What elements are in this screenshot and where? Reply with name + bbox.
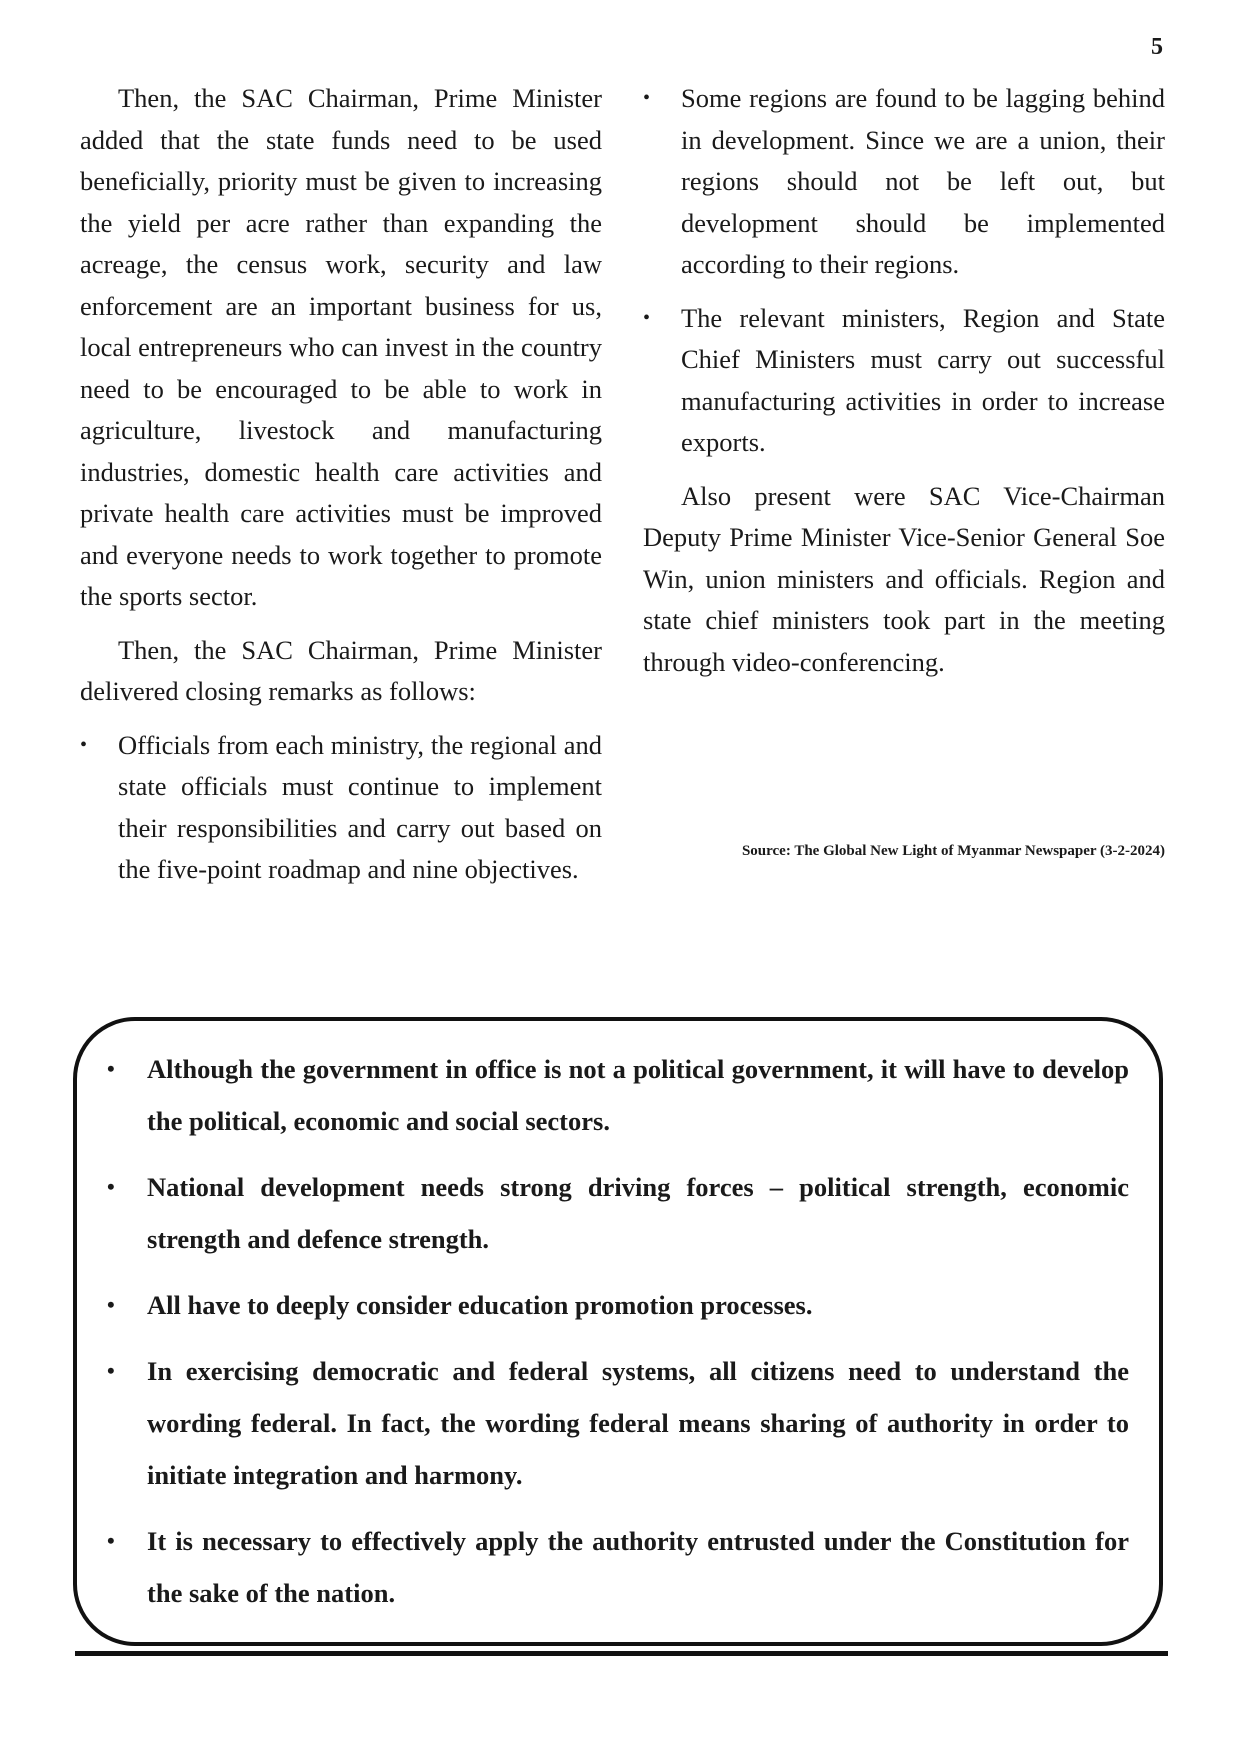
bullet-icon: • (107, 1292, 115, 1317)
bullet-list (643, 78, 1165, 464)
left-column (80, 78, 602, 903)
highlight-item (107, 1043, 1129, 1147)
bullet-icon: • (643, 306, 651, 329)
list-item-text: The relevant ministers, Region and State Chief Ministers must carry out successful manufacturing activities in order to increase exports. (681, 302, 1165, 457)
highlight-item-text: All have to deeply consider education promotion processes. (147, 1290, 813, 1320)
bottom-rule (75, 1651, 1168, 1656)
bullet-list (80, 725, 602, 891)
page-number: 5 (1151, 34, 1163, 60)
bullet-icon: • (643, 87, 651, 109)
bullet-icon: • (80, 733, 88, 756)
list-item (643, 298, 1165, 464)
highlight-item-text: Although the government in office is not a political government, it will have to develop the political, economic and social sectors. (147, 1054, 1129, 1136)
bullet-icon: • (107, 1358, 115, 1383)
bullet-icon: • (107, 1056, 115, 1081)
highlight-item-text: It is necessary to effectively apply the authority entrusted under the Constitution for the sake of the nation. (147, 1526, 1129, 1608)
list-item (643, 78, 1165, 286)
highlight-item-text: National development needs strong driving forces – political strength, economic strength and defence strength. (147, 1172, 1129, 1254)
highlight-item (107, 1515, 1129, 1619)
highlight-item (107, 1345, 1129, 1501)
highlight-item-text: In exercising democratic and federal systems, all citizens need to understand the wording federal. In fact, the wording federal means sharing of authority in order to initiate integration and harmony. (147, 1356, 1129, 1490)
highlight-box (73, 1017, 1163, 1646)
bullet-icon: • (107, 1174, 115, 1199)
paragraph: Also present were SAC Vice-Chairman Deputy Prime Minister Vice-Senior General Soe Win, union ministers and officials. Region and state chief ministers took part in the meeting through video-conferencing. (643, 480, 1165, 677)
highlight-item (107, 1279, 1129, 1331)
paragraph: Then, the SAC Chairman, Prime Minister added that the state funds need to be used beneficially, priority must be given to increasing the yield per acre rather than expanding the acreage, the census work, security and law enforcement are an important business for us, local entrepreneurs who can invest in the country need to be encouraged to be able to work in agriculture, livestock and manufacturing industries, domestic health care activities and private health care activities must be improved and everyone needs to work together to promote the sports sector. (80, 83, 602, 611)
list-item-text: Some regions are found to be lagging behind in development. Since we are a union, their regions should not be left out, but development should be implemented according to their regions. (681, 83, 1165, 279)
paragraph: Then, the SAC Chairman, Prime Minister delivered closing remarks as follows: (80, 634, 602, 706)
source-citation: Source: The Global New Light of Myanmar Newspaper (3-2-2024) (741, 843, 1165, 859)
list-item-text: Officials from each ministry, the regional and state officials must continue to implement their responsibilities and carry out based on the five-point roadmap and nine objectives. (118, 729, 602, 884)
list-item (80, 725, 602, 891)
bullet-icon: • (107, 1528, 115, 1553)
right-column (643, 78, 1165, 861)
highlight-item (107, 1161, 1129, 1265)
highlight-bullet-list (77, 1021, 1159, 1619)
